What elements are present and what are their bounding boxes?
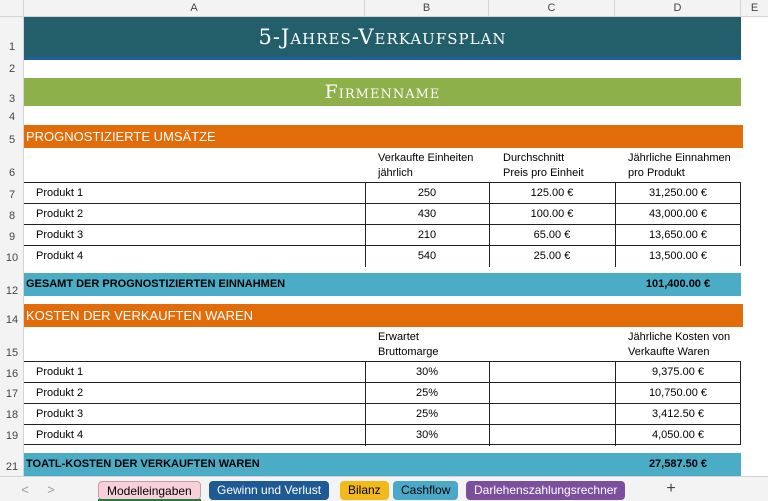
tab-modelleingaben[interactable]: Modelleingaben <box>98 481 201 500</box>
sales-total-value[interactable]: 101,400.00 € <box>645 278 711 290</box>
column-header-a[interactable]: A <box>24 0 365 17</box>
chevron-left-icon[interactable]: < <box>21 482 29 497</box>
product-name[interactable]: Produkt 3 <box>36 229 84 241</box>
row-number[interactable]: 9 <box>8 231 16 243</box>
add-sheet-icon[interactable]: + <box>666 480 676 497</box>
price-header-line1: Durchschnitt <box>503 152 565 164</box>
margin-value[interactable]: 30% <box>415 429 439 441</box>
page-title[interactable]: 5-Jahres-Verkaufsplan <box>24 17 741 57</box>
margin-header-line1: Erwartet <box>378 331 419 343</box>
units-header-line1: Verkaufte Einheiten <box>378 152 474 164</box>
product-name[interactable]: Produkt 2 <box>36 208 84 220</box>
units-value[interactable]: 540 <box>417 250 437 262</box>
row-number[interactable]: 16 <box>5 368 19 380</box>
tab-gewinn-und-verlust[interactable]: Gewinn und Verlust <box>209 481 329 500</box>
cost-value[interactable]: 3,412.50 € <box>652 408 704 420</box>
company-name[interactable]: Firmenname <box>24 78 741 106</box>
product-name[interactable]: Produkt 2 <box>36 387 84 399</box>
product-name[interactable]: Produkt 1 <box>36 366 84 378</box>
revenue-value[interactable]: 13,650.00 € <box>648 229 708 241</box>
revenue-value[interactable]: 43,000.00 € <box>648 208 708 220</box>
column-header-b[interactable]: B <box>365 0 489 17</box>
row-number[interactable]: 8 <box>8 210 16 222</box>
cost-value[interactable]: 4,050.00 € <box>652 429 704 441</box>
tab-cashflow[interactable]: Cashflow <box>393 481 458 500</box>
cogs-section-header[interactable]: KOSTEN DER VERKAUFTEN WAREN <box>24 304 743 327</box>
row-number[interactable]: 6 <box>8 167 16 179</box>
cost-value[interactable]: 9,375.00 € <box>652 366 704 378</box>
row-number[interactable]: 7 <box>8 189 16 201</box>
row-number[interactable]: 17 <box>5 388 19 400</box>
row-number[interactable]: 12 <box>5 285 19 297</box>
price-value[interactable]: 25.00 € <box>533 250 571 262</box>
row-number[interactable]: 4 <box>8 111 16 123</box>
revenue-header-line2: pro Produkt <box>628 167 685 179</box>
sheet-tab-bar <box>0 476 768 501</box>
product-name[interactable]: Produkt 4 <box>36 250 84 262</box>
cogs-total-value[interactable]: 27,587.50 € <box>648 458 708 470</box>
units-header-line2: jährlich <box>378 167 413 179</box>
row-number[interactable]: 1 <box>8 41 16 53</box>
price-value[interactable]: 125.00 € <box>530 187 574 199</box>
price-header-line2: Preis pro Einheit <box>503 167 584 179</box>
row-number[interactable]: 3 <box>8 93 16 105</box>
row-number[interactable]: 10 <box>5 252 19 264</box>
product-name[interactable]: Produkt 3 <box>36 408 84 420</box>
margin-header-line2: Bruttomarge <box>378 346 439 358</box>
units-value[interactable]: 210 <box>417 229 437 241</box>
sales-total-label[interactable]: GESAMT DER PROGNOSTIZIERTEN EINNAHMEN <box>26 278 286 290</box>
units-value[interactable]: 430 <box>417 208 437 220</box>
margin-header[interactable] <box>378 330 490 360</box>
margin-value[interactable]: 25% <box>415 387 439 399</box>
price-value[interactable]: 65.00 € <box>533 229 571 241</box>
title-underline <box>24 57 741 60</box>
column-header-e[interactable]: E <box>750 2 759 14</box>
select-all-corner[interactable] <box>0 0 24 17</box>
tab-darlehenszahlungsrechner[interactable]: Darlehenszahlungsrechner <box>466 481 625 500</box>
row-number[interactable]: 5 <box>8 134 16 146</box>
cost-header-line2: Verkaufte Waren <box>628 346 710 358</box>
revenue-value[interactable]: 31,250.00 € <box>648 187 708 199</box>
product-name[interactable]: Produkt 4 <box>36 429 84 441</box>
price-header[interactable] <box>503 151 615 181</box>
revenue-header[interactable] <box>628 151 741 181</box>
tab-bilanz[interactable]: Bilanz <box>340 481 389 500</box>
cogs-total-label[interactable]: TOATL-KOSTEN DER VERKAUFTEN WAREN <box>26 458 260 470</box>
cost-header-line1: Jährliche Kosten von <box>628 331 731 343</box>
row-number[interactable]: 2 <box>8 63 16 75</box>
row-header-bar <box>0 17 24 476</box>
revenue-value[interactable]: 13,500.00 € <box>648 250 708 262</box>
units-header[interactable] <box>378 151 490 181</box>
revenue-header-line1: Jährliche Einnahmen <box>628 152 731 164</box>
row-number[interactable]: 15 <box>5 347 19 359</box>
product-name[interactable]: Produkt 1 <box>36 187 84 199</box>
cost-value[interactable]: 10,750.00 € <box>648 387 708 399</box>
row-number[interactable]: 19 <box>5 430 19 442</box>
column-header-bar <box>0 0 768 17</box>
row-number[interactable]: 14 <box>5 314 19 326</box>
margin-value[interactable]: 25% <box>415 408 439 420</box>
row-number[interactable]: 21 <box>5 461 19 473</box>
column-header-d[interactable]: D <box>615 0 741 17</box>
margin-value[interactable]: 30% <box>415 366 439 378</box>
units-value[interactable]: 250 <box>417 187 437 199</box>
price-value[interactable]: 100.00 € <box>530 208 574 220</box>
cost-header[interactable] <box>628 330 741 360</box>
row-number[interactable]: 18 <box>5 409 19 421</box>
column-header-c[interactable]: C <box>489 0 615 17</box>
sales-section-header[interactable]: PROGNOSTIZIERTE UMSÄTZE <box>24 125 743 148</box>
chevron-right-icon[interactable]: > <box>47 482 55 497</box>
